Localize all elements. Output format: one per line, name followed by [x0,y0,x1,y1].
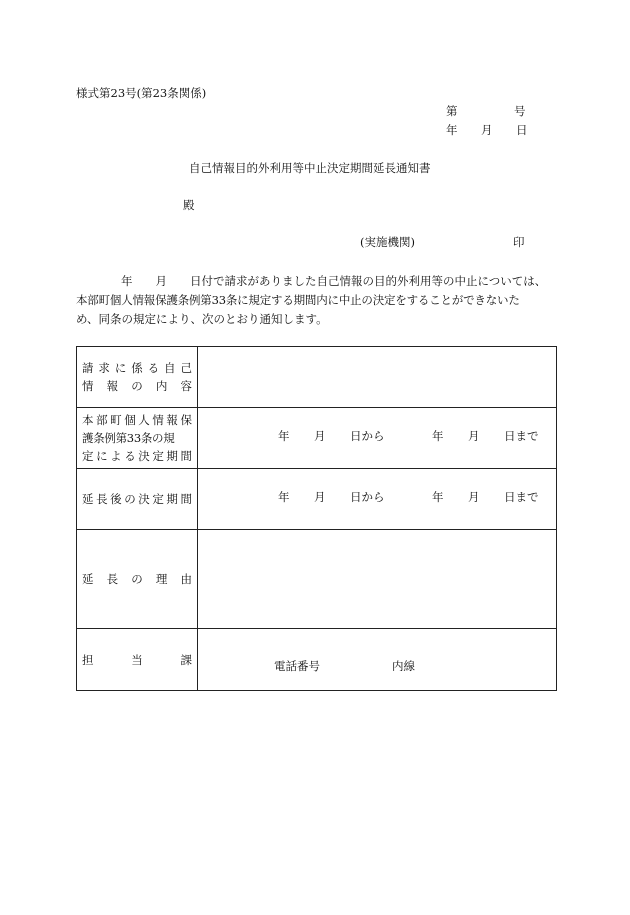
label-line [82,570,192,588]
char: 決 [138,449,150,463]
field-extension-reason[interactable] [198,530,557,629]
row-decision-period [77,408,557,469]
char: 間 [180,449,192,463]
row-request-content [77,347,557,408]
period-to-month: 月 [468,429,480,443]
char: の [124,492,136,506]
issuer-label: (実施機関) [360,235,415,249]
char: 期 [166,449,178,463]
row-extended-period [77,469,557,530]
char: 決 [138,492,150,506]
char: 報 [166,413,178,427]
addressee-suffix: 殿 [183,198,195,212]
char: の [131,572,143,586]
label-line [82,411,192,429]
ext-from-day: 日から [350,490,385,504]
char: 人 [138,413,150,427]
char: 請 [82,361,94,375]
label-extension-reason [77,530,198,629]
extension-label: 内線 [392,659,415,673]
char: 内 [155,379,168,393]
char: よ [110,449,122,463]
label-department [77,629,198,691]
char: の [131,379,143,393]
label-line [82,377,192,395]
field-extended-period[interactable] [198,469,557,530]
period-to-day: 日まで [504,429,539,443]
char: 当 [131,653,143,667]
label-line [82,651,192,669]
char: 後 [110,492,122,506]
field-decision-period[interactable] [198,408,557,469]
body-line-3: め、同条の規定により、次のとおり通知します。 [76,312,328,326]
body-line-1: 年 月 日付で請求がありました自己情報の目的外利用等の中止については、 [98,274,547,288]
date-year: 年 [446,123,458,137]
label-request-content [77,347,198,408]
char: 理 [155,572,168,586]
period-from-year: 年 [278,429,290,443]
char: 自 [164,361,176,375]
period-to-year: 年 [432,429,444,443]
char: る [147,361,160,375]
char: 求 [98,361,110,375]
char: に [96,449,108,463]
form-number: 様式第23号(第23条関係) [76,86,207,100]
label-line [82,490,192,508]
ext-from-month: 月 [314,490,326,504]
ext-to-year: 年 [432,490,444,504]
char: 定 [82,449,94,463]
label-line [82,429,192,447]
char: 間 [180,492,192,506]
body-line-2: 本部町個人情報保護条例第33条に規定する期間内に中止の決定をすることができないた [76,293,520,307]
char: 己 [180,361,192,375]
char: 期 [166,492,178,506]
char: 町 [110,413,122,427]
char: る [124,449,136,463]
char: 容 [180,379,192,393]
field-department[interactable] [198,629,557,691]
notice-body [76,272,556,329]
char: 長 [106,572,119,586]
char: 情 [152,413,164,427]
notice-table [76,346,557,691]
label-extended-period [77,469,198,530]
date-month: 月 [481,123,493,137]
char: 長 [96,492,108,506]
row-extension-reason [77,530,557,629]
document-title: 自己情報目的外利用等中止決定期間延長通知書 [189,161,431,175]
char: 定 [152,449,164,463]
char: 定 [152,492,164,506]
char: 由 [180,572,192,586]
char: 情 [82,379,94,393]
document-number [446,104,526,118]
field-request-content[interactable] [198,347,557,408]
label-text: 護条例第33条の規 [82,431,175,445]
char: 本 [82,413,94,427]
char: 係 [131,361,143,375]
issuer-seal: 印 [513,235,525,249]
char: 個 [124,413,136,427]
label-line [82,359,192,377]
char: に [114,361,127,375]
doc-go: 号 [514,104,526,118]
char: 延 [82,572,94,586]
ext-to-day: 日まで [504,490,539,504]
char: 部 [96,413,108,427]
label-decision-period [77,408,198,469]
char: 保 [180,413,192,427]
ext-to-month: 月 [468,490,480,504]
char: 課 [180,653,192,667]
char: 担 [82,653,94,667]
period-from-month: 月 [314,429,326,443]
period-from-day: 日から [350,429,385,443]
char: 延 [82,492,94,506]
char: 報 [106,379,119,393]
date-day: 日 [516,123,528,137]
row-department [77,629,557,691]
doc-dai: 第 [446,104,458,118]
label-line [82,447,192,465]
phone-label: 電話番号 [274,659,320,673]
ext-from-year: 年 [278,490,290,504]
